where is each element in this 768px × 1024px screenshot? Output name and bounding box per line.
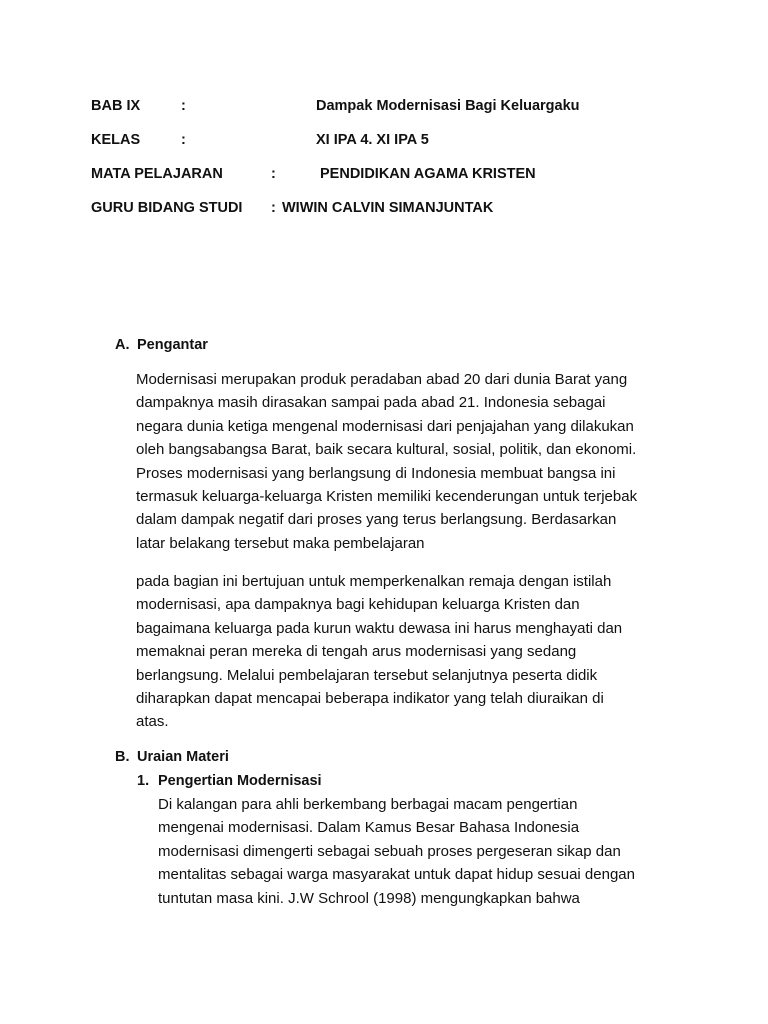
paragraph-line: pada bagian ini bertujuan untuk memperkenalkan remaja dengan istilah [136, 573, 612, 590]
subsection-title: Pengertian Modernisasi [158, 773, 322, 789]
paragraph-line: termasuk keluarga-keluarga Kristen memiliki kecenderungan untuk terjebak [136, 488, 638, 506]
paragraph-line: Modernisasi merupakan produk peradaban abad 20 dari dunia Barat yang [136, 371, 628, 388]
paragraph-line: latar belakang tersebut maka pembelajaran [136, 534, 425, 552]
paragraph-line: memaknai peran mereka di tengah arus modernisasi yang sedang [136, 643, 577, 661]
header-label: MATA PELAJARAN [91, 166, 223, 182]
section-title: Uraian Materi [137, 749, 229, 765]
paragraph-line: diharapkan dapat mencapai beberapa indikator yang telah diuraikan di [136, 690, 604, 708]
paragraph-line: oleh bangsabangsa Barat, baik secara kultural, sosial, politik, dan ekonomi. [136, 441, 637, 459]
header-value: Dampak Modernisasi Bagi Keluarga​ku [316, 98, 580, 114]
section-marker: B. [115, 749, 130, 765]
paragraph-line: negara dunia ketiga mengenal modernisasi dari penjajahan yang dilakukan [136, 417, 634, 435]
paragraph-line: dampaknya masih dirasakan sampai pada abad 21. Indonesia sebagai [136, 394, 606, 412]
subsection-marker: 1. [137, 773, 150, 789]
header-label: BAB IX [91, 98, 141, 114]
section-marker: A. [115, 337, 130, 353]
paragraph-line: atas. [136, 713, 169, 731]
paragraph-line: dalam dampak negatif dari proses yang terus berlangsung. Berdasarkan [136, 511, 617, 529]
header-separator: : [181, 98, 186, 114]
header-separator: : [271, 166, 276, 182]
header-value: XI IPA 4. XI IPA 5 [316, 132, 429, 148]
paragraph-line: Proses modernisasi yang berlangsung di Indonesia membuat bangsa ini [136, 464, 616, 482]
paragraph-line: bagaimana keluarga pada kurun waktu dewasa ini harus menghayati dan [136, 619, 623, 637]
header-value: WIWIN CALVIN SIMANJUNTAK [282, 200, 494, 216]
header-separator: : [181, 132, 186, 148]
header-label: KELAS [91, 132, 141, 148]
paragraph-line: tuntutan masa kini. J.W Schrool (1998) mengungkapkan bahwa [158, 889, 580, 907]
paragraph-line: mengenai modernisasi. Dalam Kamus Besar Bahasa Indonesia [158, 819, 580, 837]
paragraph-line: berlangsung. Melalui pembelajaran tersebut selanjutnya peserta didik [136, 666, 598, 684]
section-a-paragraph-2 [136, 570, 696, 734]
header-value: PENDIDIKAN AGAMA KRISTEN [320, 166, 536, 182]
paragraph-line: mentalitas sebagai warga masyarakat untuk dapat hidup sesuai dengan [158, 866, 635, 884]
paragraph-line: modernisasi, apa dampaknya bagi kehidupan keluarga Kristen dan [136, 596, 580, 614]
header-separator: : [271, 200, 276, 216]
header-label: GURU BIDANG STUDI [91, 200, 243, 216]
paragraph-line: Di kalangan para ahli berkembang berbagai macam pengertian [158, 796, 578, 813]
section-a-paragraph-1 [136, 368, 696, 555]
subsection-1-paragraph [158, 793, 698, 910]
section-title: Pengantar [137, 337, 208, 353]
paragraph-line: modernisasi dimengerti sebagai sebuah proses pergeseran sikap dan [158, 842, 621, 860]
